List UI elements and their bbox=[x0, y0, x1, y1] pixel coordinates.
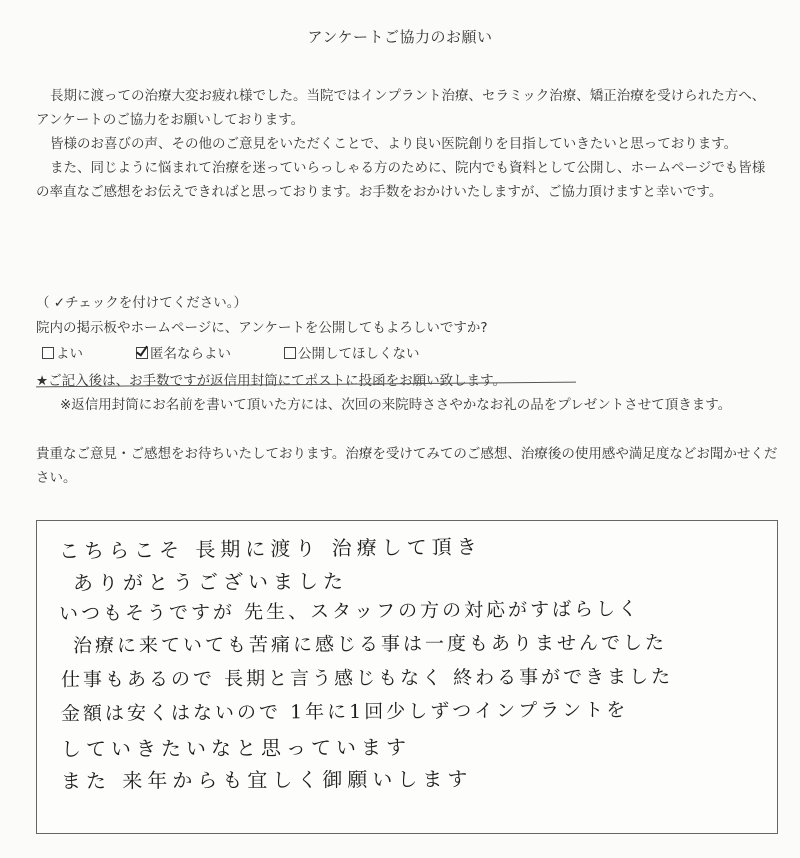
intro-paragraph: 長期に渡っての治療大変お疲れ様でした。当院ではインプラント治療、セラミック治療、矯正治療を受けられた方へ、アンケートのご協力をお願いしております。 bbox=[36, 88, 766, 128]
answer-box[interactable] bbox=[36, 520, 778, 834]
handwritten-line: こちらこそ 長期に渡り 治療して頂き bbox=[58, 534, 482, 563]
return-envelope-note bbox=[36, 394, 781, 416]
check-instruction: （ ✓チェックを付けてください。） bbox=[36, 295, 247, 311]
handwritten-line: 治療に来ていても苦痛に感じる事は一度もありませんでした bbox=[72, 631, 668, 657]
checkbox-icon[interactable] bbox=[42, 347, 54, 359]
mail-notice: ★ご記入後は、お手数ですが返信用封筒にてポストに投函をお願い致します。 bbox=[36, 373, 507, 389]
option-label: 匿名ならよい bbox=[150, 346, 231, 362]
handwritten-line: いつもそうですが 先生、スタッフの方の対応がすばらしく bbox=[58, 597, 641, 625]
feedback-request bbox=[36, 442, 781, 490]
return-note-text: ※返信用封筒にお名前を書いて頂いた方には、次回の来院時ささやかなお礼の品をプレゼントさせて頂きます。 bbox=[60, 397, 732, 413]
handwritten-line: していきたいなと思っています bbox=[60, 735, 412, 761]
checked-checkbox-icon[interactable] bbox=[136, 347, 148, 359]
publish-question: 院内の掲示板やホームページに、アンケートを公開してもよろしいですか? bbox=[36, 320, 488, 336]
handwritten-line: 仕事もあるので 長期と言う感じもなく 終わる事ができました bbox=[60, 665, 674, 691]
handwritten-line: ありがとうございました bbox=[72, 569, 349, 595]
option-no-publish[interactable] bbox=[284, 342, 420, 362]
option-label: よい bbox=[56, 346, 83, 362]
page-title: アンケートご協力のお願い bbox=[307, 28, 493, 46]
intro-paragraph: また、同じように悩まれて治療を迷っていらっしゃる方のために、院内でも資料として公開し、ホームページでも皆様の率直なご感想をお伝えできればと思っております。お手数をおかけいたしますが、ご協力頂けますと幸いです。 bbox=[36, 160, 766, 200]
option-anonymous[interactable] bbox=[136, 342, 231, 362]
feedback-request-text: 貴重なご意見・ご感想をお待ちいたしております。治療を受けてみてのご感想、治療後の使用感や満足度などお聞かせください。 bbox=[36, 446, 778, 486]
intro-paragraph: 皆様のお喜びの声、その他のご意見をいただくことで、より良い医院創りを目指していきたいと思っております。 bbox=[50, 136, 738, 152]
checkbox-icon[interactable] bbox=[284, 347, 296, 359]
option-ok[interactable] bbox=[42, 342, 83, 362]
option-label: 公開してほしくない bbox=[298, 346, 420, 362]
handwritten-line: 金額は安くはないので 1年に1回少しずつインプラントを bbox=[60, 699, 629, 725]
handwritten-line: また 来年からも宜しく御願いします bbox=[60, 766, 473, 793]
intro-text bbox=[36, 84, 776, 204]
